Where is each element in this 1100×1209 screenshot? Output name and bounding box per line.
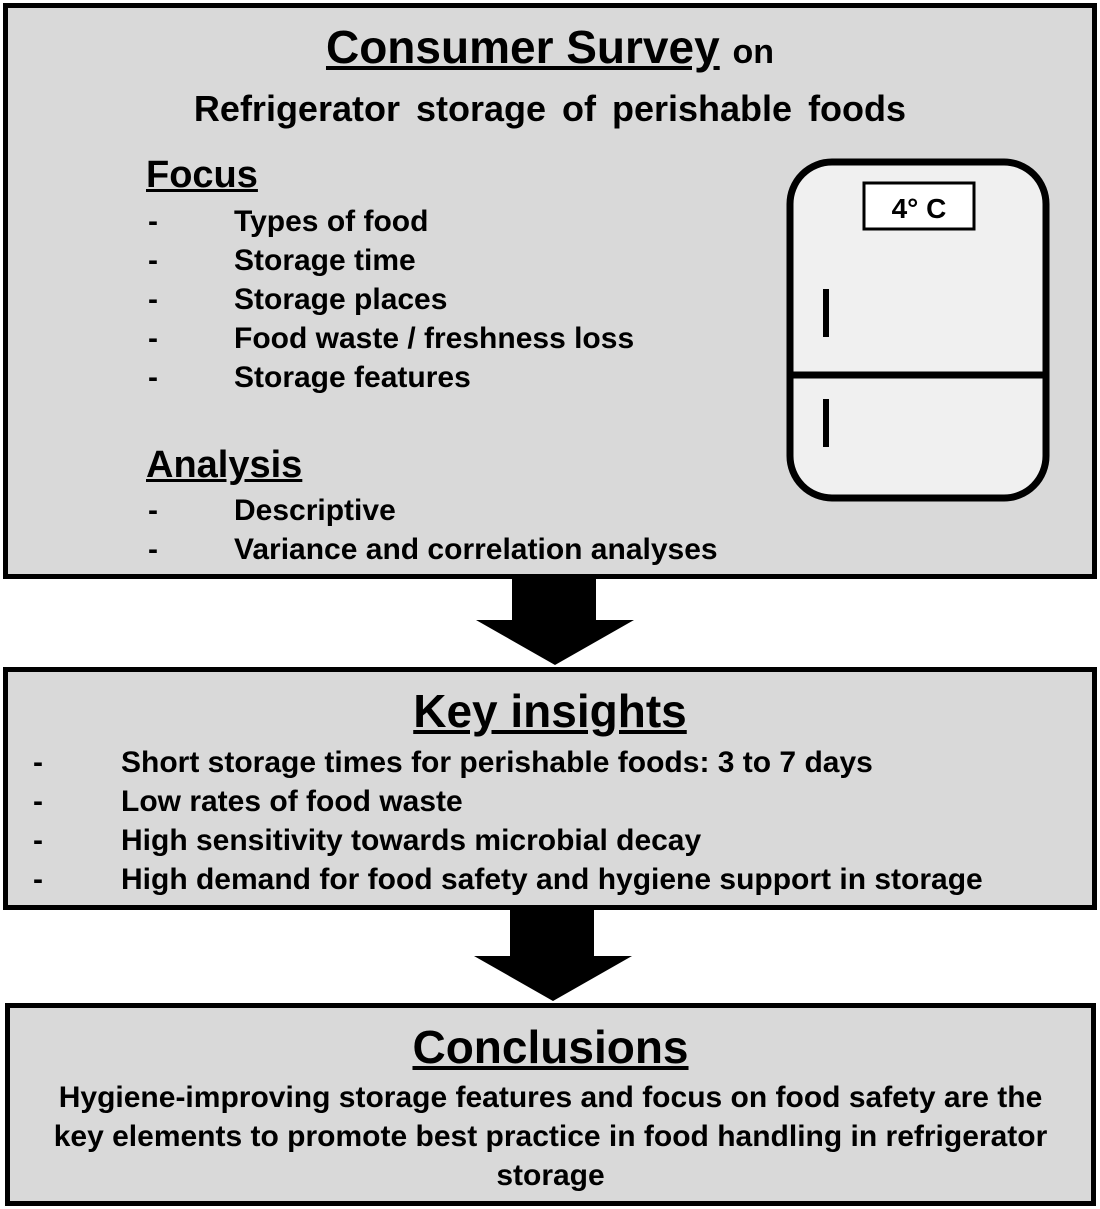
survey-box <box>3 3 1097 579</box>
insight-item-storage-times: Short storage times for perishable foods: 3 to 7 days <box>121 746 873 779</box>
focus-item-waste: Food waste / freshness loss <box>234 322 635 355</box>
focus-heading: Focus <box>146 154 258 196</box>
list-item <box>148 202 748 241</box>
analysis-heading: Analysis <box>146 444 303 486</box>
conclusions-box <box>5 1003 1096 1206</box>
arrow-shape <box>474 909 632 1001</box>
survey-title-main: Consumer Survey <box>325 21 720 73</box>
analysis-list <box>148 491 848 569</box>
list-item <box>33 782 1083 821</box>
bullet-dash: - <box>148 283 158 316</box>
insight-item-sensitivity: High sensitivity towards microbial decay <box>121 824 702 857</box>
bullet-dash: - <box>148 322 158 355</box>
bullet-dash: - <box>148 205 158 238</box>
list-item <box>148 491 848 530</box>
focus-item-features: Storage features <box>234 361 471 394</box>
list-item <box>33 821 1083 860</box>
list-item <box>148 280 748 319</box>
bullet-dash: - <box>148 244 158 277</box>
survey-title-suffix: on <box>732 33 775 71</box>
list-item <box>148 358 748 397</box>
insights-box <box>3 667 1097 910</box>
arrow-down-icon <box>472 909 634 1003</box>
bullet-dash: - <box>148 533 158 566</box>
bullet-dash: - <box>148 494 158 527</box>
insight-item-demand: High demand for food safety and hygiene support in storage <box>121 863 983 896</box>
conclusions-text: Hygiene-improving storage features and focus on food safety are the key elements to promote best practice in food handling in refrigerator storage <box>53 1081 1048 1192</box>
list-item <box>33 743 1083 782</box>
survey-subtitle: Refrigerator storage of perishable foods <box>193 88 907 129</box>
focus-item-types: Types of food <box>234 205 429 238</box>
list-item <box>148 319 748 358</box>
insights-heading: Key insights <box>413 685 687 737</box>
bullet-dash: - <box>33 785 43 818</box>
focus-item-time: Storage time <box>234 244 416 277</box>
list-item <box>33 860 1083 899</box>
conclusions-heading: Conclusions <box>412 1021 689 1073</box>
survey-title <box>8 20 1092 74</box>
temperature-label: 4° C <box>891 193 947 224</box>
focus-item-places: Storage places <box>234 283 448 316</box>
list-item <box>148 530 848 569</box>
bullet-dash: - <box>33 824 43 857</box>
arrow-shape <box>476 577 634 665</box>
insights-list <box>33 743 1083 899</box>
bullet-dash: - <box>148 361 158 394</box>
bullet-dash: - <box>33 863 43 896</box>
analysis-item-variance: Variance and correlation analyses <box>234 533 718 566</box>
bullet-dash: - <box>33 746 43 779</box>
list-item <box>148 241 748 280</box>
arrow-down-icon <box>474 577 636 667</box>
refrigerator-icon <box>785 157 1055 507</box>
analysis-item-descriptive: Descriptive <box>234 494 396 527</box>
focus-list <box>148 202 748 397</box>
insight-item-waste: Low rates of food waste <box>121 785 463 818</box>
